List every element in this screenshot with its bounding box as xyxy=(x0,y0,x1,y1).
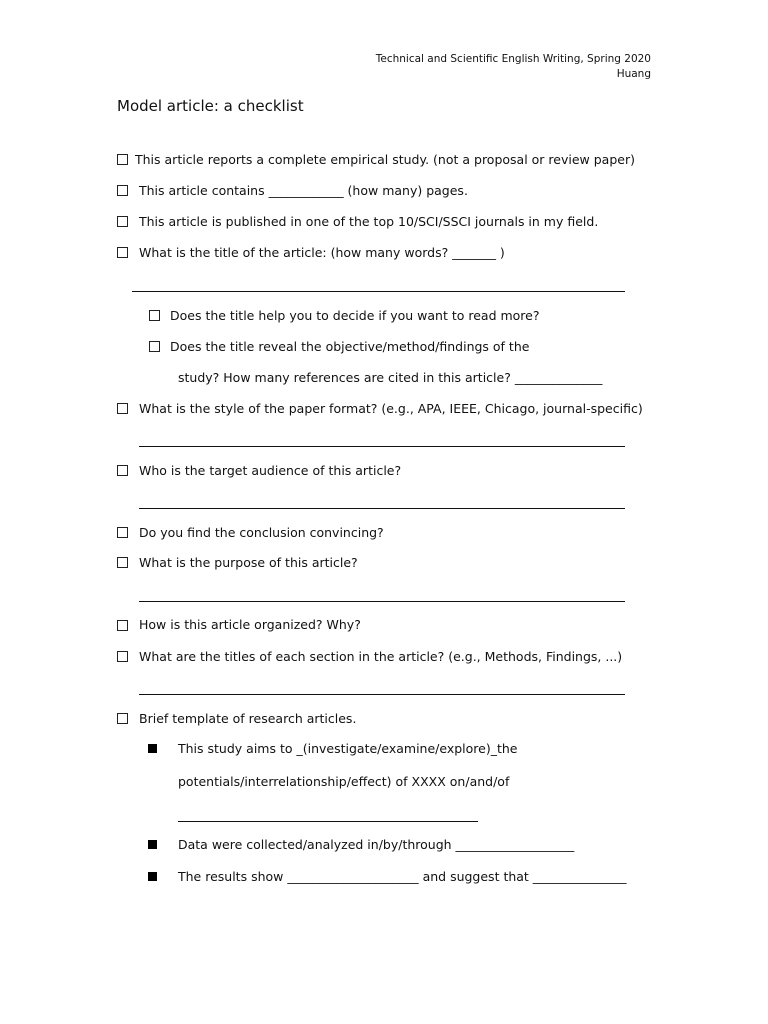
item-brief-template: Brief template of research articles. xyxy=(139,711,357,726)
answer-line-sections[interactable] xyxy=(139,694,625,695)
item-title-reveal: Does the title reveal the objective/method/findings of the xyxy=(170,339,530,354)
template-aims: This study aims to _(investigate/examine/explore)_the xyxy=(178,741,518,756)
item-title-helps: Does the title help you to decide if you want to read more? xyxy=(170,308,540,323)
checkbox-empirical-study[interactable] xyxy=(117,154,128,165)
bullet-square-icon xyxy=(148,840,157,849)
item-section-titles: What are the titles of each section in the article? (e.g., Methods, Findings, ...) xyxy=(139,649,623,664)
checkbox-title-helps[interactable] xyxy=(149,310,160,321)
checkbox-organized[interactable] xyxy=(117,620,128,631)
item-target-audience: Who is the target audience of this article? xyxy=(139,463,402,478)
bullet-square-icon xyxy=(148,744,157,753)
checkbox-title-reveal[interactable] xyxy=(149,341,160,352)
item-page-count: This article contains ____________ (how many) pages. xyxy=(139,183,468,198)
answer-line-format[interactable] xyxy=(139,446,625,447)
item-organized: How is this article organized? Why? xyxy=(139,617,361,632)
checkbox-paper-format[interactable] xyxy=(117,403,128,414)
template-data: Data were collected/analyzed in/by/through ___________________ xyxy=(178,837,575,852)
item-top-journal: This article is published in one of the top 10/SCI/SSCI journals in my field. xyxy=(139,214,599,229)
checkbox-target-audience[interactable] xyxy=(117,465,128,476)
header-author: Huang xyxy=(616,68,651,80)
answer-line-template[interactable] xyxy=(178,821,478,822)
page-title: Model article: a checklist xyxy=(117,97,304,115)
checkbox-section-titles[interactable] xyxy=(117,651,128,662)
template-aims-cont: potentials/interrelationship/effect) of XXXX on/and/of xyxy=(178,774,510,789)
checkbox-article-title[interactable] xyxy=(117,247,128,258)
header-course: Technical and Scientific English Writing, Spring 2020 xyxy=(375,53,651,65)
item-purpose: What is the purpose of this article? xyxy=(139,555,358,570)
template-results: The results show _____________________ and suggest that _______________ xyxy=(178,869,627,884)
bullet-square-icon xyxy=(148,872,157,881)
item-conclusion: Do you find the conclusion convincing? xyxy=(139,525,384,540)
checkbox-page-count[interactable] xyxy=(117,185,128,196)
answer-line-audience[interactable] xyxy=(139,508,625,509)
checkbox-brief-template[interactable] xyxy=(117,713,128,724)
item-article-title: What is the title of the article: (how many words? _______ ) xyxy=(139,245,505,260)
answer-line-title[interactable] xyxy=(132,291,625,292)
checkbox-top-journal[interactable] xyxy=(117,216,128,227)
answer-line-purpose[interactable] xyxy=(139,601,625,602)
item-title-reveal-cont: study? How many references are cited in this article? ______________ xyxy=(178,370,603,385)
checkbox-conclusion[interactable] xyxy=(117,527,128,538)
checkbox-purpose[interactable] xyxy=(117,557,128,568)
item-empirical-study: This article reports a complete empirical study. (not a proposal or review paper) xyxy=(135,152,635,167)
item-paper-format: What is the style of the paper format? (e.g., APA, IEEE, Chicago, journal-specific) xyxy=(139,401,643,416)
